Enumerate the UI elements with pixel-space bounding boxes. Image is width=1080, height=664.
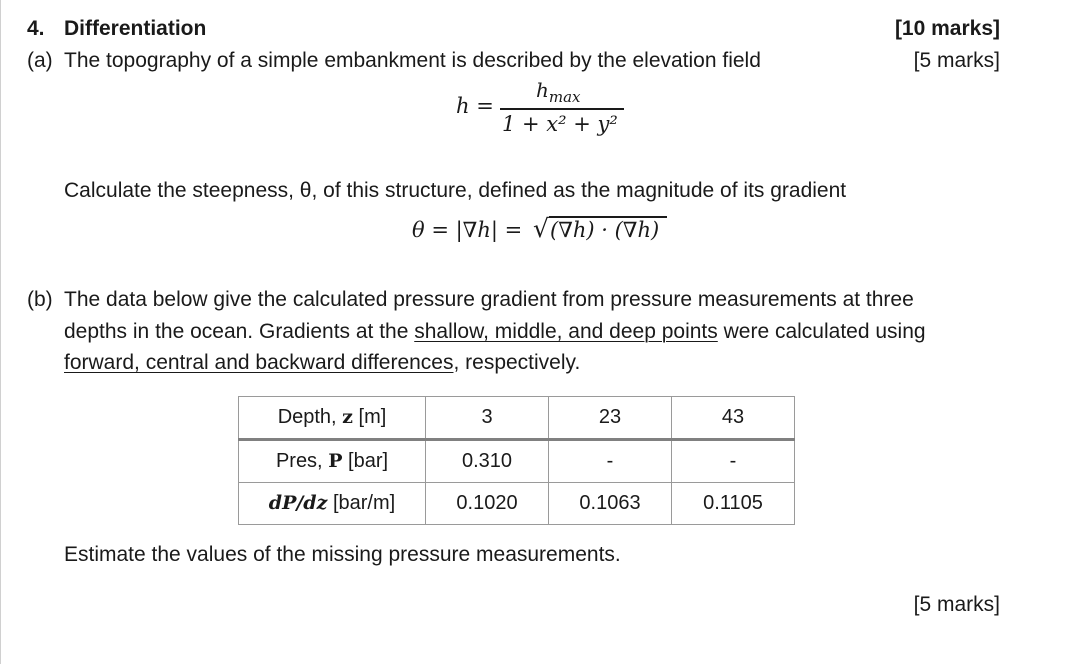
part-b-line2-start: depths in the ocean. Gradients at the — [64, 320, 415, 343]
row-label-gradient — [239, 483, 426, 525]
part-a-steepness-text: Calculate the steepness, θ, of this structure, defined as the magnitude of its gradient — [64, 179, 847, 202]
sqrt-sign: √ — [533, 214, 549, 243]
part-b-line3 — [64, 350, 580, 376]
table-cell: 0.310 — [426, 440, 549, 483]
row-label-gradient-post: [bar/m] — [327, 492, 396, 514]
table-cell: - — [672, 440, 795, 483]
row-label-pressure-post: [bar] — [342, 450, 389, 472]
row-label-depth — [239, 397, 426, 440]
row-label-depth-var: z — [342, 406, 353, 428]
total-marks: [10 marks] — [894, 17, 1000, 40]
eq1-numerator-text — [536, 78, 581, 106]
part-b-label: (b) — [27, 288, 53, 311]
table-cell: - — [549, 440, 672, 483]
table-row-gradient — [239, 483, 795, 525]
row-label-pressure-pre: Pres, — [275, 450, 329, 472]
eq1-fraction-bar — [500, 108, 624, 110]
part-a-intro: The topography of a simple embankment is described by the elevation field — [64, 49, 761, 72]
part-b-line2-end: were calculated using — [717, 320, 926, 343]
row-label-pressure-var: P — [328, 450, 343, 472]
part-b-line2-underlined: shallow, middle, and deep points — [414, 320, 718, 343]
table-cell: 0.1020 — [426, 483, 549, 525]
part-b-instruction: Estimate the values of the missing pressure measurements. — [64, 543, 621, 566]
part-b-line3-end: , respectively. — [453, 351, 581, 374]
table-cell: 43 — [672, 397, 795, 440]
table-cell: 23 — [549, 397, 672, 440]
eq2-lhs: θ = |∇h| = — [412, 218, 523, 242]
part-b-line3-underlined: forward, central and backward differences — [64, 351, 454, 374]
table-row-pressure — [239, 440, 795, 483]
question-number: 4. — [27, 17, 45, 40]
row-label-depth-post: [m] — [352, 406, 387, 428]
table-cell: 3 — [426, 397, 549, 440]
part-a-label: (a) — [27, 49, 53, 72]
row-label-gradient-var: dP/dz — [268, 492, 328, 514]
eq1-denominator: 1 + x² + y² — [502, 112, 618, 136]
eq2-radicand: (∇h) · (∇h) — [550, 218, 660, 242]
table-row-depth — [239, 397, 795, 440]
eq1-lhs: h = — [456, 94, 494, 118]
page-left-edge — [0, 0, 1, 664]
eq1-numerator-base: h — [536, 78, 549, 102]
eq1-numerator — [536, 78, 581, 106]
table-cell: 0.1063 — [549, 483, 672, 525]
row-label-pressure — [239, 440, 426, 483]
part-a-marks: [5 marks] — [913, 49, 1000, 72]
row-label-depth-pre: Depth, — [277, 406, 343, 428]
question-title: Differentiation — [64, 17, 207, 40]
table-cell: 0.1105 — [672, 483, 795, 525]
pressure-data-table — [238, 396, 795, 525]
part-b-line2 — [64, 319, 926, 345]
part-b-marks: [5 marks] — [913, 593, 1000, 616]
eq1-numerator-subscript: max — [548, 88, 581, 106]
part-b-line1: The data below give the calculated pressure gradient from pressure measurements at three — [64, 288, 914, 311]
